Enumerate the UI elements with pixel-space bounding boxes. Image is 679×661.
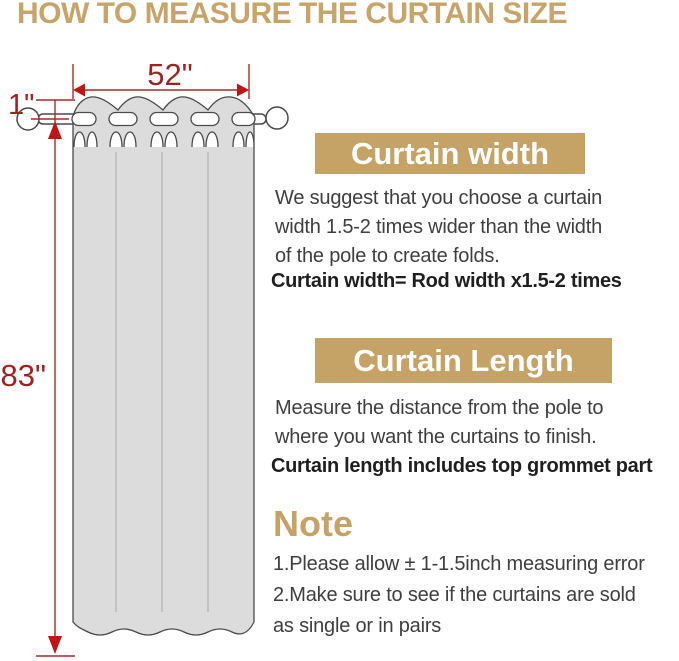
description-line: where you want the curtains to finish. — [275, 426, 597, 448]
curtain-length-heading: Curtain Length — [315, 338, 612, 383]
curtain-fabric — [73, 97, 254, 635]
curtain-panel — [72, 97, 255, 635]
curtain-diagram — [0, 45, 310, 661]
description-line: of the pole to create folds. — [275, 245, 500, 267]
description-line: Measure the distance from the pole to — [275, 397, 604, 419]
curtain-width-heading: Curtain width — [315, 133, 585, 174]
width-arrow-right — [237, 84, 249, 97]
width-arrow-left — [73, 84, 85, 97]
note-list — [273, 549, 645, 642]
note-item: 2.Make sure to see if the curtains are sold — [273, 584, 636, 606]
width-dimension-label: 52" — [147, 57, 193, 92]
rod-finial-right — [266, 107, 288, 129]
curtain-length-formula: Curtain length includes top grommet part — [271, 455, 653, 477]
curtain-length-description — [275, 394, 603, 452]
note-item: as single or in pairs — [273, 615, 442, 637]
page-title: HOW TO MEASURE THE CURTAIN SIZE — [17, 0, 568, 30]
note-item: 1.Please allow ± 1-1.5inch measuring error — [273, 553, 645, 575]
curtain-width-formula: Curtain width= Rod width x1.5-2 times — [271, 270, 622, 292]
curtain-width-description — [275, 184, 602, 271]
note-heading: Note — [273, 503, 353, 544]
description-line: width 1.5-2 times wider than the width — [275, 216, 603, 238]
length-dimension-label: 83" — [0, 358, 46, 393]
description-line: We suggest that you choose a curtain — [275, 187, 603, 209]
length-arrow-down — [48, 636, 62, 654]
grommet-height-label: 1" — [8, 89, 35, 121]
